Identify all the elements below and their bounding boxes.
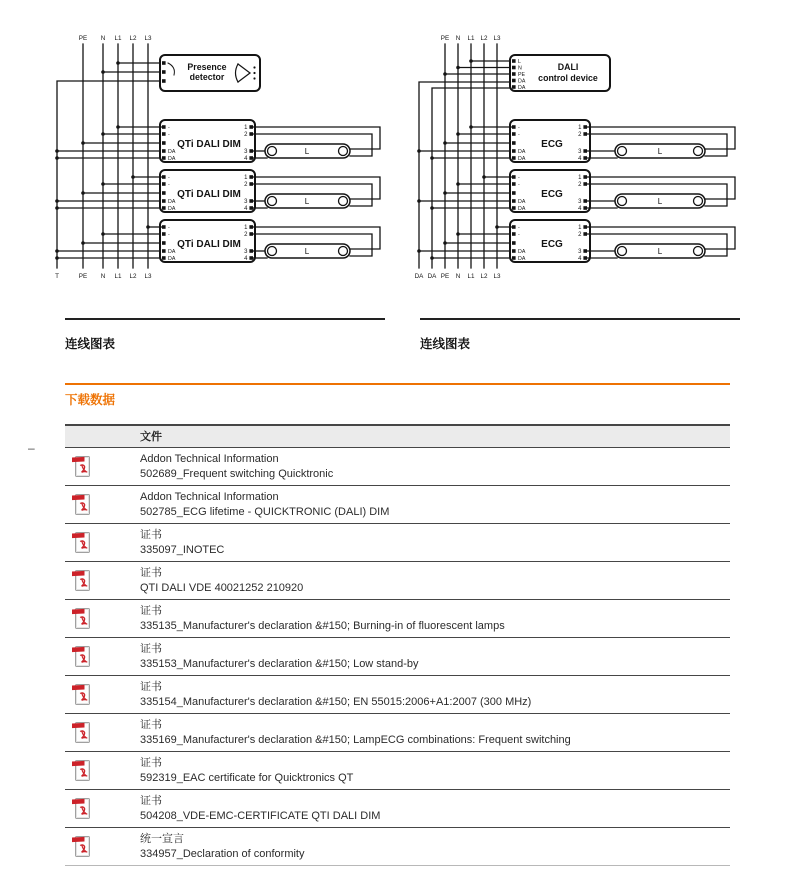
document-type: 证书 — [140, 567, 162, 579]
pdf-icon[interactable] — [71, 606, 93, 631]
document-type: Addon Technical Information — [140, 453, 279, 465]
document-file-link[interactable]: 335135_Manufacturer's declaration &#150; Burning-in of fluorescent lamps — [140, 620, 505, 632]
downloads-table — [65, 424, 730, 866]
svg-text:DA: DA — [414, 273, 424, 280]
svg-text:DA: DA — [427, 273, 437, 280]
presence-detector-box — [101, 55, 260, 91]
downloads-divider — [65, 383, 730, 385]
detector-label: Presence — [187, 62, 227, 72]
svg-text:N: N — [100, 35, 106, 42]
document-file-link[interactable]: 592319_EAC certificate for Quicktronics QT — [140, 772, 354, 784]
svg-text:PE: PE — [78, 35, 88, 42]
svg-text:L3: L3 — [493, 35, 501, 42]
pdf-icon[interactable] — [71, 568, 93, 593]
diagram-caption-right: 连线图表 — [420, 337, 471, 351]
controller-label: control device — [538, 73, 598, 83]
downloads-section-title: 下载数据 — [65, 393, 116, 407]
svg-text:L1: L1 — [114, 273, 122, 280]
table-row[interactable] — [65, 599, 730, 637]
margin-dash: – — [28, 441, 35, 455]
document-type: 证书 — [140, 529, 162, 541]
pdf-icon[interactable] — [71, 492, 93, 517]
svg-text:L2: L2 — [129, 35, 137, 42]
svg-text:L3: L3 — [144, 273, 152, 280]
table-row[interactable] — [65, 713, 730, 751]
document-file-link[interactable]: 335154_Manufacturer's declaration &#150; EN 55015:2006+A1:2007 (300 MHz) — [140, 696, 532, 708]
document-file-link[interactable]: 502785_ECG lifetime - QUICKTRONIC (DALI) DIM — [140, 506, 390, 518]
document-type: 证书 — [140, 643, 162, 655]
svg-text:N: N — [455, 35, 461, 42]
document-type: 统一宣言 — [140, 833, 184, 845]
document-type: Addon Technical Information — [140, 491, 279, 503]
document-file-link[interactable]: QTI DALI VDE 40021252 210920 — [140, 582, 304, 594]
dali-control-device-box — [443, 55, 610, 91]
table-row[interactable] — [65, 675, 730, 713]
document-file-link[interactable]: 335169_Manufacturer's declaration &#150; LampECG combinations: Frequent switching — [140, 734, 571, 746]
svg-text:L1: L1 — [467, 273, 475, 280]
table-body — [65, 447, 730, 865]
table-row[interactable] — [65, 827, 730, 865]
bus-labels-top — [441, 35, 501, 42]
document-type: 证书 — [140, 681, 162, 693]
document-file-link[interactable]: 504208_VDE-EMC-CERTIFICATE QTI DALI DIM — [140, 810, 381, 822]
svg-text:PE: PE — [78, 273, 88, 280]
bus-labels-bottom — [55, 273, 152, 280]
table-row[interactable] — [65, 751, 730, 789]
svg-text:T: T — [55, 273, 59, 280]
document-file-link[interactable]: 502689_Frequent switching Quicktronic — [140, 468, 334, 480]
svg-text:L2: L2 — [480, 35, 488, 42]
document-type: 证书 — [140, 795, 162, 807]
svg-text:L1: L1 — [114, 35, 122, 42]
wiring-diagram-presence-detector: - - DA 1 2 3 QTi DALI DIM L PE N L1 L2 L3 T PE N L1 L2 L3 Presence detector — [55, 20, 310, 280]
pdf-icon[interactable] — [71, 682, 93, 707]
table-row[interactable] — [65, 789, 730, 827]
divider-right — [420, 318, 740, 320]
pdf-icon[interactable] — [71, 720, 93, 745]
pdf-icon[interactable] — [71, 796, 93, 821]
svg-text:N: N — [455, 273, 461, 280]
pdf-icon[interactable] — [71, 834, 93, 859]
table-row[interactable] — [65, 561, 730, 599]
pdf-icon[interactable] — [71, 530, 93, 555]
table-row[interactable] — [65, 637, 730, 675]
pdf-icon[interactable] — [71, 758, 93, 783]
terminal-label: PE — [518, 72, 526, 78]
terminal-label: N — [518, 65, 522, 72]
bus-labels-bottom — [415, 273, 501, 280]
document-type: 证书 — [140, 719, 162, 731]
svg-text:PE: PE — [440, 35, 450, 42]
bus-labels-top — [79, 35, 152, 42]
terminal-label: DA — [518, 78, 526, 85]
document-file-link[interactable]: 334957_Declaration of conformity — [140, 848, 305, 860]
svg-text:L3: L3 — [493, 273, 501, 280]
divider-left — [65, 318, 385, 320]
terminal-label: L — [518, 59, 521, 65]
table-row[interactable] — [65, 447, 730, 485]
terminal-label: DA — [518, 85, 526, 91]
controller-label: DALI — [557, 62, 579, 72]
detector-label: detector — [189, 72, 225, 82]
document-type: 证书 — [140, 605, 162, 617]
svg-text:N: N — [100, 273, 106, 280]
svg-text:L1: L1 — [467, 35, 475, 42]
svg-text:L2: L2 — [480, 273, 488, 280]
document-file-link[interactable]: 335097_INOTEC — [140, 544, 225, 556]
pdf-icon[interactable] — [71, 454, 93, 479]
pdf-icon[interactable] — [71, 644, 93, 669]
svg-text:L2: L2 — [129, 273, 137, 280]
wiring-diagram-dali-control: - - DA 1 2 3 ECG L PE N L1 L2 L3 DA DA PE N L1 L2 L3 L N PE DA DA DALI control device — [414, 20, 663, 280]
svg-text:L3: L3 — [144, 35, 152, 42]
document-type: 证书 — [140, 757, 162, 769]
svg-text:PE: PE — [440, 273, 450, 280]
diagram-caption-left: 连线图表 — [65, 337, 116, 351]
table-row[interactable] — [65, 523, 730, 561]
document-file-link[interactable]: 335153_Manufacturer's declaration &#150; Low stand-by — [140, 658, 419, 670]
table-row[interactable] — [65, 485, 730, 523]
table-header-file: 文件 — [65, 424, 730, 447]
